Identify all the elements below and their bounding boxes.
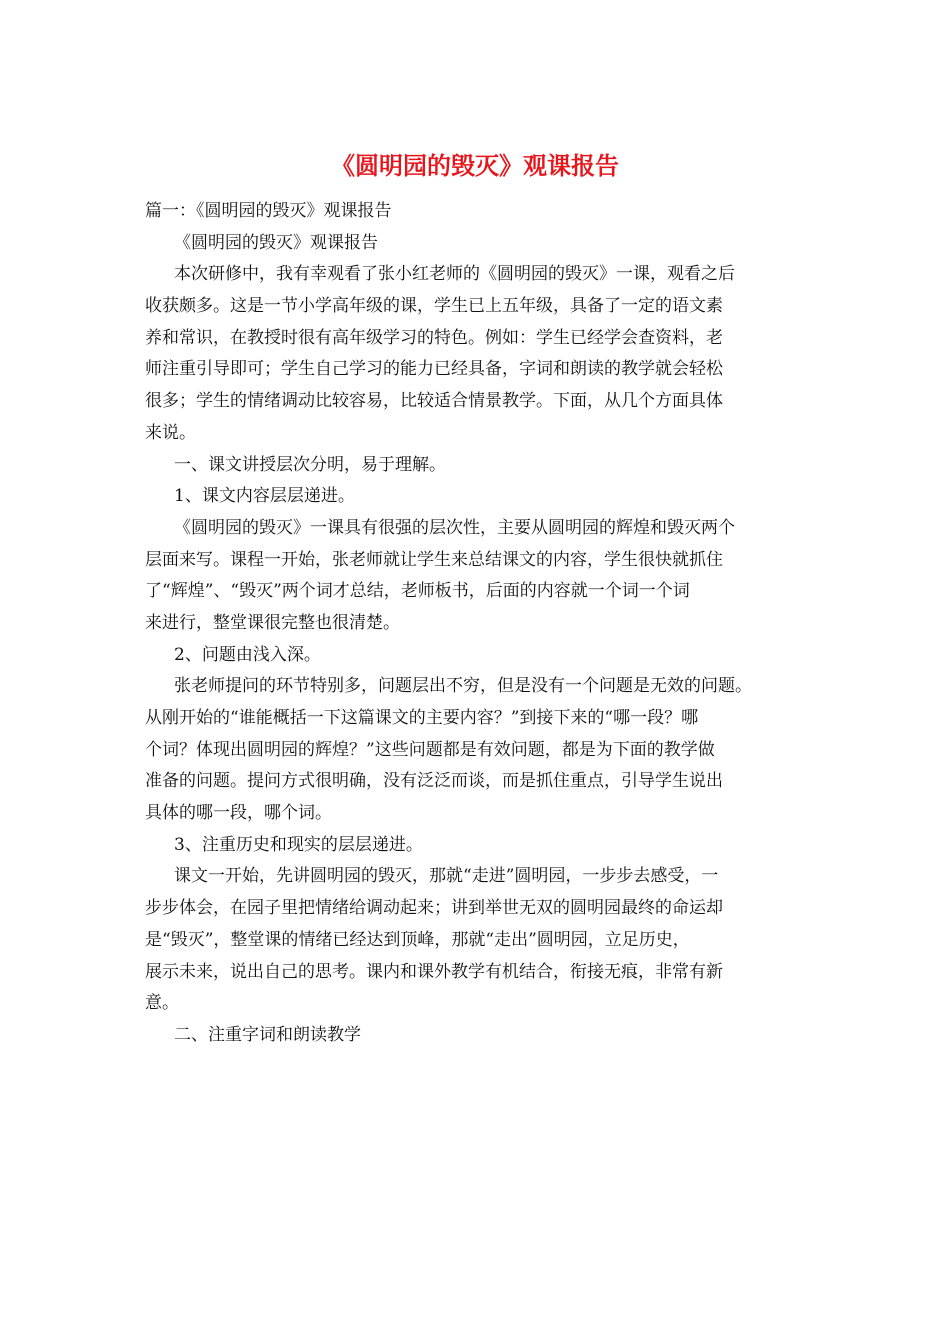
- heading-line: 二、注重字词和朗读教学: [174, 1024, 361, 1045]
- heading-line: 2、问题由浅入深。: [174, 644, 321, 665]
- heading-line: 1、课文内容层层递进。: [174, 486, 355, 507]
- paragraph-line: 层面来写。课程一开始，张老师就让学生来总结课文的内容，学生很快就抓住: [145, 549, 723, 570]
- paragraph-line: 张老师提问的环节特别多，问题层出不穷，但是没有一个问题是无效的问题。: [174, 676, 752, 697]
- paragraph-line: 展示未来，说出自己的思考。课内和课外教学有机结合，衔接无痕，非常有新: [145, 961, 723, 982]
- paragraph-line: 步步体会，在园子里把情绪给调动起来；讲到举世无双的圆明园最终的命运却: [145, 898, 723, 919]
- paragraph-line: 养和常识，在教授时很有高年级学习的特色。例如：学生已经学会查资料，老: [145, 327, 723, 348]
- paragraph-line: 来说。: [145, 422, 196, 443]
- section-heading: 篇一：《圆明园的毁灭》观课报告: [145, 201, 392, 221]
- document-body: [145, 196, 815, 1052]
- subtitle-line: 《圆明园的毁灭》观课报告: [174, 232, 378, 253]
- paragraph-line: 来进行，整堂课很完整也很清楚。: [145, 612, 400, 633]
- paragraph-line: 收获颇多。这是一节小学高年级的课，学生已上五年级，具备了一定的语文素: [145, 296, 723, 317]
- paragraph-line: 意。: [145, 993, 179, 1014]
- paragraph-line: 具体的哪一段，哪个词。: [145, 803, 332, 824]
- paragraph-line: 《圆明园的毁灭》一课具有很强的层次性，主要从圆明园的辉煌和毁灭两个: [174, 517, 735, 538]
- heading-line: 3、注重历史和现实的层层递进。: [174, 834, 423, 855]
- paragraph-line: 本次研修中，我有幸观看了张小红老师的《圆明园的毁灭》一课，观看之后: [174, 264, 735, 285]
- paragraph-line: 个词？体现出圆明园的辉煌？”这些问题都是有效问题，都是为下面的教学做: [145, 739, 715, 760]
- heading-line: 一、课文讲授层次分明，易于理解。: [174, 454, 446, 475]
- paragraph-line: 准备的问题。提问方式很明确，没有泛泛而谈，而是抓住重点，引导学生说出: [145, 771, 723, 792]
- paragraph-line: 了“辉煌”、“毁灭”两个词才总结，老师板书，后面的内容就一个词一个词: [145, 581, 690, 602]
- paragraph-line: 很多；学生的情绪调动比较容易，比较适合情景教学。下面，从几个方面具体: [145, 391, 723, 412]
- paragraph-line: 师注重引导即可；学生自己学习的能力已经具备，字词和朗读的教学就会轻松: [145, 359, 723, 380]
- document-title: 《圆明园的毁灭》观课报告: [331, 151, 619, 180]
- paragraph-line: 课文一开始，先讲圆明园的毁灭，那就“走进”圆明园，一步步去感受，一: [174, 866, 719, 887]
- paragraph-line: 从刚开始的“谁能概括一下这篇课文的主要内容？”到接下来的“哪一段？哪: [145, 708, 699, 728]
- paragraph-line: 是“毁灭”，整堂课的情绪已经达到顶峰，那就“走出”圆明园，立足历史，: [145, 929, 690, 950]
